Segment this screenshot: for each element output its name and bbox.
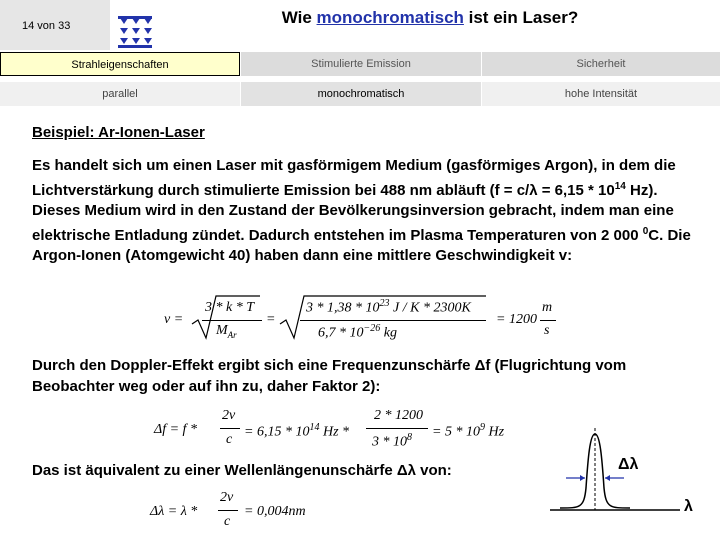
diagram-axis-label: λ bbox=[684, 498, 693, 515]
nav-strahleigenschaften[interactable]: Strahleigenschaften bbox=[0, 52, 240, 76]
intro-part-b: = 6,15 * 10 bbox=[537, 181, 615, 199]
formula-v-num2-exp: 23 bbox=[379, 298, 390, 309]
formula-f-den2-base: 3 * 10 bbox=[372, 434, 407, 450]
nav-stimulierte-emission[interactable]: Stimulierte Emission bbox=[241, 52, 481, 76]
formula-v-den1-M: M bbox=[216, 323, 228, 338]
degree-symbol: 0 bbox=[642, 225, 649, 237]
fraction-bar bbox=[202, 320, 262, 321]
page-counter bbox=[0, 0, 110, 50]
intro-part-c: Hz). Dieses Medium wird in den Zustand der Bevölkerungsinversion gebracht, indem man eine elektrische Entladung zündet. Dadurch entstehen im Plasma Temperaturen von 2 000 bbox=[32, 181, 674, 244]
formula-f-mid-base: = 6,15 * 10 bbox=[244, 424, 310, 440]
formula-v-num1: 3 * k * T bbox=[205, 300, 254, 315]
title-suffix: ist ein Laser? bbox=[463, 8, 579, 27]
formula-wavelength bbox=[150, 488, 350, 534]
fraction-bar bbox=[218, 510, 238, 511]
title-prefix: Wie bbox=[281, 8, 317, 27]
wavelength-text: Das ist äquivalent zu einer Wellenlängenunschärfe Δλ von: bbox=[32, 462, 452, 479]
formula-v-lhs: v = bbox=[164, 312, 184, 327]
formula-l-lhs: Δλ = λ * bbox=[150, 504, 198, 519]
formula-f-result bbox=[432, 422, 504, 441]
page-counter-text: 14 von 33 bbox=[22, 20, 71, 32]
fraction-bar bbox=[220, 428, 240, 429]
intro-part-d: C. Die Argon-Ionen (Atomgewicht 40) haben dann eine mittlere Geschwindigkeit v: bbox=[32, 226, 691, 264]
formula-l-num: 2v bbox=[220, 490, 234, 505]
formula-f-den2 bbox=[372, 432, 412, 451]
formula-velocity bbox=[160, 292, 580, 344]
nav-hohe-intensitaet[interactable]: hohe Intensität bbox=[482, 82, 720, 106]
formula-v-den2-base: 6,7 * 10 bbox=[318, 325, 364, 341]
formula-f-mid bbox=[244, 422, 349, 441]
formula-v-den1-sub: Ar bbox=[227, 329, 237, 340]
formula-f-lhs: Δf = f * bbox=[154, 422, 197, 437]
formula-v-num2-rest: J / K * 2300K bbox=[393, 300, 471, 316]
formula-v-unit-num: m bbox=[542, 300, 553, 315]
nav-monochromatisch[interactable]: monochromatisch bbox=[241, 82, 481, 106]
intro-part-a: Es handelt sich um einen Laser mit gasförmigem Medium (gasförmiges Argon), in dem die Lichtverstärkung durch stimulierte Emission bei 488 nm abläuft (f = c/ bbox=[32, 157, 676, 199]
formula-v-eq: = bbox=[266, 312, 276, 327]
nav-parallel[interactable]: parallel bbox=[0, 82, 240, 106]
formula-v-num2 bbox=[306, 298, 471, 317]
formula-f-mid-exp: 14 bbox=[309, 422, 320, 433]
formula-f-num1: 2v bbox=[222, 408, 236, 423]
doppler-part-a: Durch den Doppler-Effekt ergibt sich eine Frequenzunschärfe bbox=[32, 357, 475, 374]
logo-icon bbox=[116, 14, 154, 50]
page-title bbox=[220, 8, 640, 28]
formula-v-result: = 1200 bbox=[496, 312, 537, 327]
formula-v-num2-base: 3 * 1,38 * 10 bbox=[306, 300, 380, 316]
diagram-arrowhead-left bbox=[580, 475, 585, 481]
fraction-bar bbox=[300, 320, 486, 321]
intro-paragraph bbox=[32, 156, 702, 267]
formula-l-result: = 0,004nm bbox=[244, 504, 306, 519]
fraction-bar bbox=[540, 320, 556, 321]
formula-f-den2-exp: 8 bbox=[407, 432, 412, 443]
formula-l-den: c bbox=[224, 514, 231, 529]
formula-f-mid-unit: Hz * bbox=[322, 424, 350, 440]
formula-v-den1 bbox=[216, 323, 237, 340]
fraction-bar bbox=[366, 428, 428, 429]
diagram-arrowhead-right bbox=[605, 475, 610, 481]
formula-v-unit-den: s bbox=[544, 323, 550, 338]
doppler-part-b: (Flugrichtung vom Beobachter weg oder auf ihn zu, daher Faktor 2): bbox=[32, 357, 627, 395]
title-highlight-link[interactable]: monochromatisch bbox=[316, 8, 464, 27]
formula-f-result-unit: Hz bbox=[488, 424, 505, 440]
formula-frequency bbox=[150, 404, 520, 454]
formula-v-den2-rest: kg bbox=[383, 325, 397, 341]
diagram-delta-label: Δλ bbox=[618, 456, 639, 473]
intro-exponent: 14 bbox=[614, 180, 626, 192]
formula-f-num2: 2 * 1200 bbox=[374, 408, 423, 423]
formula-f-result-exp: 9 bbox=[479, 422, 485, 433]
formula-f-den1: c bbox=[226, 432, 233, 447]
formula-v-den2-exp: −26 bbox=[363, 323, 381, 334]
lambda-symbol: λ bbox=[529, 181, 538, 199]
formula-f-result-base: = 5 * 10 bbox=[432, 424, 480, 440]
line-profile-diagram bbox=[540, 428, 720, 536]
nav-sicherheit[interactable]: Sicherheit bbox=[482, 52, 720, 76]
delta-f-symbol: Δf bbox=[474, 357, 491, 374]
example-heading: Beispiel: Ar-Ionen-Laser bbox=[32, 124, 205, 141]
doppler-paragraph bbox=[32, 356, 692, 397]
formula-v-den2 bbox=[318, 323, 397, 342]
